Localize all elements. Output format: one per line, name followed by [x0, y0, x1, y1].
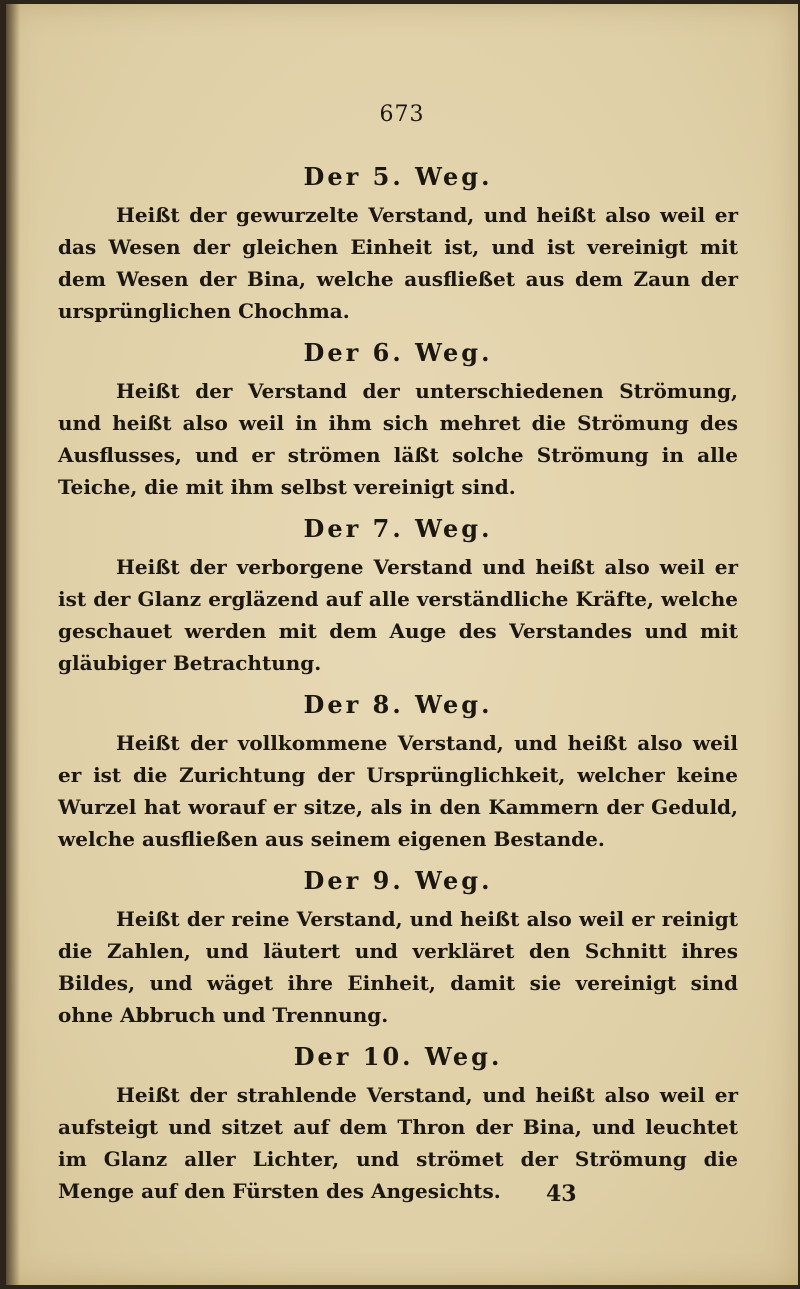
page-number: 673: [379, 102, 425, 127]
signature-mark: 43: [546, 1181, 577, 1207]
section-weg-8: [58, 687, 738, 855]
book-page: [6, 4, 798, 1285]
section-weg-6: [58, 335, 738, 503]
section-weg-9: [58, 863, 738, 1031]
section-heading: Der 7. Weg.: [303, 514, 493, 543]
section-heading: Der 8. Weg.: [303, 690, 493, 719]
section-weg-7: [58, 511, 738, 679]
section-paragraph: Heißt der reine Verstand, und heißt also weil er reinigt die Zahlen, und läutert und verkläret den Schnitt ihres Bildes, und wäget ihre Einheit, damit sie vereinigt sind ohne Abbruch und Trennung.: [58, 907, 738, 1027]
section-paragraph: Heißt der gewurzelte Verstand, und heißt also weil er das Wesen der gleichen Einheit ist, und ist vereinigt mit dem Wesen der Bina, welche ausfließet aus dem Zaun der ursprünglichen Chochma.: [58, 203, 738, 323]
section-weg-5: [58, 159, 738, 327]
section-heading: Der 6. Weg.: [303, 338, 493, 367]
section-heading: Der 9. Weg.: [303, 866, 493, 895]
section-paragraph: Heißt der strahlende Verstand, und heißt also weil er aufsteigt und sitzet auf dem Thron der Bina, und leuchtet im Glanz aller Lichter, und strömet der Strömung die Menge auf den Fürsten des Angesichts.: [58, 1083, 738, 1203]
section-paragraph: Heißt der Verstand der unterschiedenen Strömung, und heißt also weil in ihm sich mehret die Strömung des Ausflusses, und er strömen läßt solche Strömung in alle Teiche, die mit ihm selbst vereinigt sind.: [58, 379, 738, 499]
section-heading: Der 10. Weg.: [293, 1042, 503, 1071]
section-paragraph: Heißt der verborgene Verstand und heißt also weil er ist der Glanz ergläzend auf alle verständliche Kräfte, welche geschauet werden mit dem Auge des Verstandes und mit gläubiger Betrachtung.: [58, 555, 738, 675]
section-heading: Der 5. Weg.: [303, 162, 493, 191]
section-paragraph: Heißt der vollkommene Verstand, und heißt also weil er ist die Zurichtung der Ursprünglichkeit, welcher keine Wurzel hat worauf er sitze, als in den Kammern der Geduld, welche ausfließen aus seinem eigenen Bestande.: [58, 731, 738, 851]
section-weg-10: [58, 1039, 738, 1207]
page-body: [58, 159, 738, 1215]
page-gutter-shadow: [6, 4, 20, 1285]
